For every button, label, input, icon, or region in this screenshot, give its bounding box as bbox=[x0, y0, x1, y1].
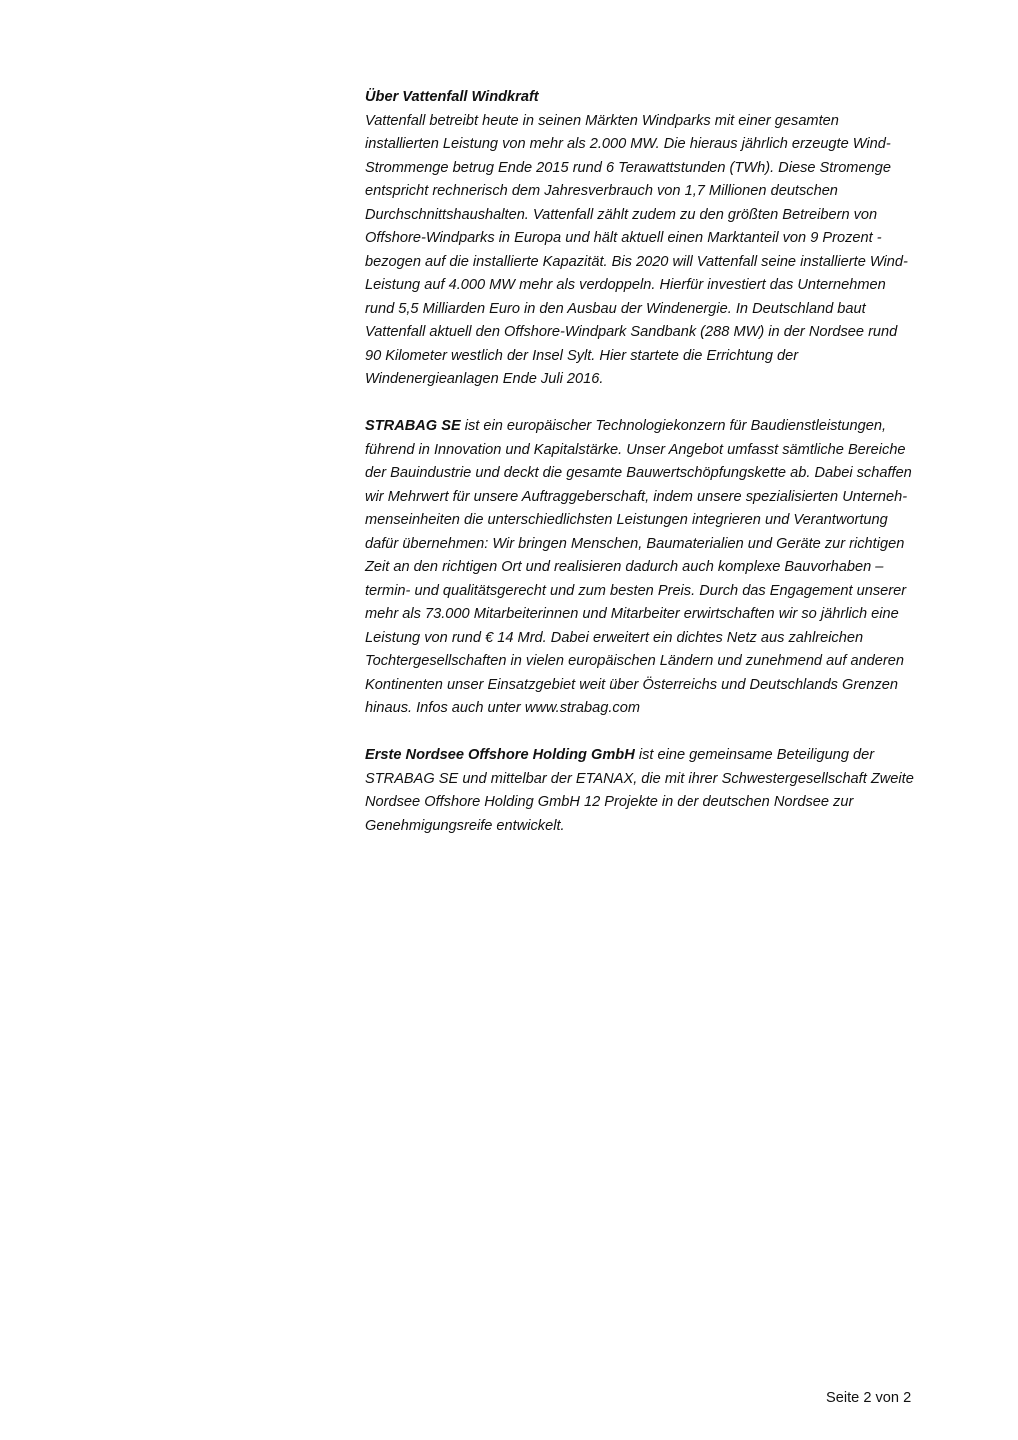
paragraph-line: Zeit an den richtigen Ort und realisieren dadurch auch komplexe Bauvorhaben – bbox=[365, 559, 884, 575]
paragraph-line: Durchschnittshaushalten. Vattenfall zählt zudem zu den größten Betreibern von bbox=[365, 206, 878, 223]
paragraph-line: Windenergieanlagen Ende Juli 2016. bbox=[365, 371, 604, 387]
paragraph-line: installierten Leistung von mehr als 2.000 MW. Die hieraus jährlich erzeugte Wind- bbox=[365, 136, 891, 152]
paragraph-line: Vattenfall aktuell den Offshore-Windpark Sandbank (288 MW) in der Nordsee rund bbox=[365, 324, 898, 340]
paragraph-line: Leistung von rund € 14 Mrd. Dabei erweitert ein dichtes Netz aus zahlreichen bbox=[365, 629, 864, 646]
paragraph-line: STRABAG SE und mittelbar der ETANAX, die mit ihrer Schwestergesellschaft Zweite bbox=[365, 770, 914, 787]
paragraph-line: Kontinenten unser Einsatzgebiet weit über Österreichs und Deutschlands Grenzen bbox=[365, 676, 898, 693]
paragraph-line: termin- und qualitätsgerecht und zum besten Preis. Durch das Engagement unserer bbox=[365, 582, 907, 599]
paragraph-line: 90 Kilometer westlich der Insel Sylt. Hier startete die Errichtung der bbox=[365, 347, 799, 364]
paragraph-text: ist ein europäischer Technologiekonzern für Baudienstleistungen, bbox=[460, 418, 887, 434]
paragraph-line: mehr als 73.000 Mitarbeiterinnen und Mitarbeiter erwirtschaften wir so jährlich eine bbox=[365, 606, 899, 622]
paragraph-line: dafür übernehmen: Wir bringen Menschen, Baumaterialien und Geräte zur richtigen bbox=[365, 535, 905, 552]
paragraph-line: Leistung auf 4.000 MW mehr als verdoppeln. Hierfür investiert das Unternehmen bbox=[365, 277, 886, 293]
paragraph-line: Offshore-Windparks in Europa und hält aktuell einen Marktanteil von 9 Prozent - bbox=[365, 230, 882, 246]
paragraph-lead-line bbox=[365, 415, 955, 439]
section-erste-nordsee bbox=[365, 744, 955, 838]
paragraph-line: Tochtergesellschaften in vielen europäischen Ländern und zunehmend auf anderen bbox=[365, 653, 905, 669]
paragraph-line: rund 5,5 Milliarden Euro in den Ausbau der Windenergie. In Deutschland baut bbox=[365, 300, 866, 317]
section-heading: Über Vattenfall Windkraft bbox=[365, 89, 539, 105]
paragraph-line: entspricht rechnerisch dem Jahresverbrauch von 1,7 Millionen deutschen bbox=[365, 183, 838, 199]
company-name: STRABAG SE bbox=[365, 418, 461, 434]
company-name: Erste Nordsee Offshore Holding GmbH bbox=[365, 747, 635, 763]
paragraph-lead-line bbox=[365, 744, 955, 768]
page-number: Seite 2 von 2 bbox=[826, 1390, 912, 1406]
paragraph-line: der Bauindustrie und deckt die gesamte Bauwertschöpfungskette ab. Dabei schaffen bbox=[365, 465, 912, 481]
paragraph-line: Vattenfall betreibt heute in seinen Märkten Windparks mit einer gesamten bbox=[365, 112, 839, 129]
paragraph-line: hinaus. Infos auch unter www.strabag.com bbox=[365, 700, 640, 716]
section-strabag bbox=[365, 415, 955, 721]
document-body bbox=[365, 86, 955, 862]
paragraph-line: Strommenge betrug Ende 2015 rund 6 Terawattstunden (TWh). Diese Stromenge bbox=[365, 159, 891, 176]
paragraph-text: ist eine gemeinsame Beteiligung der bbox=[634, 747, 875, 763]
paragraph-line: Genehmigungsreife entwickelt. bbox=[365, 817, 565, 834]
paragraph-line: bezogen auf die installierte Kapazität. Bis 2020 will Vattenfall seine installierte Wind- bbox=[365, 253, 908, 270]
paragraph-line: führend in Innovation und Kapitalstärke. Unser Angebot umfasst sämtliche Bereiche bbox=[365, 441, 906, 458]
paragraph-line: Nordsee Offshore Holding GmbH 12 Projekte in der deutschen Nordsee zur bbox=[365, 794, 854, 810]
paragraph-line: menseinheiten die unterschiedlichsten Leistungen integrieren und Verantwortung bbox=[365, 512, 888, 528]
paragraph-line: wir Mehrwert für unsere Auftraggeberschaft, indem unsere spezialisierten Unterneh- bbox=[365, 488, 908, 505]
section-vattenfall bbox=[365, 86, 955, 392]
